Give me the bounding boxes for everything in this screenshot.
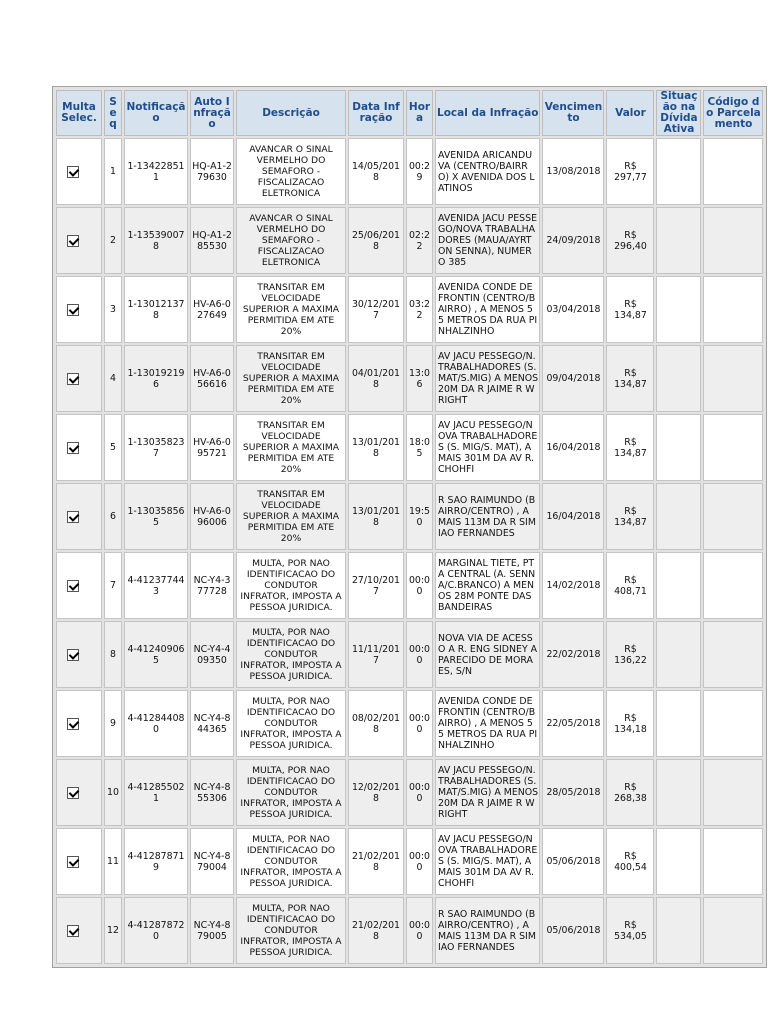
notificacao-cell: 1-130121378: [124, 276, 188, 343]
local-infracao-cell: MARGINAL TIETE, PTA CENTRAL (A. SENNA/C.BRANCO) A MENOS 28M PONTE DAS BANDEIRAS: [435, 552, 540, 619]
valor-cell: R$ 534,05: [606, 897, 654, 964]
select-checkbox[interactable]: [67, 925, 79, 937]
seq-cell: 8: [104, 621, 122, 688]
seq-cell: 7: [104, 552, 122, 619]
situacao-cell: [656, 690, 701, 757]
valor-cell: R$ 268,38: [606, 759, 654, 826]
local-infracao-cell: R SAO RAIMUNDO (BAIRRO/CENTRO) , A MAIS 113M DA R SIMIAO FERNANDES: [435, 483, 540, 550]
local-infracao-cell: NOVA VIA DE ACESSO A R. ENG SIDNEY APARECIDO DE MORAES, S/N: [435, 621, 540, 688]
situacao-cell: [656, 759, 701, 826]
select-cell: [56, 276, 102, 343]
hora-cell: 00:00: [406, 828, 433, 895]
valor-cell: R$ 134,87: [606, 276, 654, 343]
vencimento-cell: 05/06/2018: [542, 897, 604, 964]
notificacao-cell: 4-412409065: [124, 621, 188, 688]
notificacao-cell: 1-130358237: [124, 414, 188, 481]
valor-cell: R$ 134,87: [606, 483, 654, 550]
fines-table-container: [52, 86, 767, 968]
header-situacao: Situação na Dívida Ativa: [656, 90, 701, 136]
header-codigo-parcelamento: Código do Parcelamento: [703, 90, 763, 136]
notificacao-cell: 4-412844080: [124, 690, 188, 757]
select-checkbox[interactable]: [67, 442, 79, 454]
header-multa-selec: Multa Selec.: [56, 90, 102, 136]
data-infracao-cell: 25/06/2018: [348, 207, 404, 274]
local-infracao-cell: R SAO RAIMUNDO (BAIRRO/CENTRO) , A MAIS 113M DA R SIMIAO FERNANDES: [435, 897, 540, 964]
notificacao-cell: 1-130192196: [124, 345, 188, 412]
vencimento-cell: 13/08/2018: [542, 138, 604, 205]
table-row: [56, 828, 763, 895]
hora-cell: 13:06: [406, 345, 433, 412]
codigo-parcelamento-cell: [703, 138, 763, 205]
seq-cell: 4: [104, 345, 122, 412]
table-row: [56, 345, 763, 412]
notificacao-cell: 4-412377443: [124, 552, 188, 619]
hora-cell: 18:05: [406, 414, 433, 481]
header-auto-infracao: Auto Infração: [190, 90, 234, 136]
table-row: [56, 759, 763, 826]
valor-cell: R$ 134,87: [606, 414, 654, 481]
select-checkbox[interactable]: [67, 373, 79, 385]
select-cell: [56, 690, 102, 757]
vencimento-cell: 16/04/2018: [542, 483, 604, 550]
situacao-cell: [656, 621, 701, 688]
select-cell: [56, 414, 102, 481]
auto-infracao-cell: NC-Y4-879004: [190, 828, 234, 895]
header-data-infracao: Data Infração: [348, 90, 404, 136]
seq-cell: 10: [104, 759, 122, 826]
vencimento-cell: 24/09/2018: [542, 207, 604, 274]
data-infracao-cell: 21/02/2018: [348, 828, 404, 895]
seq-cell: 12: [104, 897, 122, 964]
notificacao-cell: 4-412855021: [124, 759, 188, 826]
select-cell: [56, 759, 102, 826]
fines-table: [54, 88, 765, 966]
vencimento-cell: 28/05/2018: [542, 759, 604, 826]
descricao-cell: MULTA, POR NAO IDENTIFICACAO DO CONDUTOR INFRATOR, IMPOSTA A PESSOA JURIDICA.: [236, 690, 346, 757]
situacao-cell: [656, 138, 701, 205]
select-cell: [56, 621, 102, 688]
table-row: [56, 690, 763, 757]
local-infracao-cell: AVENIDA JACU PESSEGO/NOVA TRABALHADORES (MAUA/AYRTON SENNA), NUMERO 385: [435, 207, 540, 274]
valor-cell: R$ 400,54: [606, 828, 654, 895]
valor-cell: R$ 297,77: [606, 138, 654, 205]
select-checkbox[interactable]: [67, 787, 79, 799]
header-valor: Valor: [606, 90, 654, 136]
table-row: [56, 483, 763, 550]
hora-cell: 00:00: [406, 552, 433, 619]
descricao-cell: MULTA, POR NAO IDENTIFICACAO DO CONDUTOR INFRATOR, IMPOSTA A PESSOA JURIDICA.: [236, 828, 346, 895]
notificacao-cell: 1-134228511: [124, 138, 188, 205]
situacao-cell: [656, 414, 701, 481]
select-cell: [56, 552, 102, 619]
select-checkbox[interactable]: [67, 718, 79, 730]
valor-cell: R$ 134,87: [606, 345, 654, 412]
valor-cell: R$ 134,18: [606, 690, 654, 757]
codigo-parcelamento-cell: [703, 276, 763, 343]
codigo-parcelamento-cell: [703, 759, 763, 826]
header-seq: Seq: [104, 90, 122, 136]
situacao-cell: [656, 345, 701, 412]
codigo-parcelamento-cell: [703, 828, 763, 895]
local-infracao-cell: AVENIDA CONDE DE FRONTIN (CENTRO/BAIRRO) , A MENOS 55 METROS DA RUA PINHALZINHO: [435, 276, 540, 343]
notificacao-cell: 1-135390078: [124, 207, 188, 274]
table-row: [56, 414, 763, 481]
auto-infracao-cell: NC-Y4-879005: [190, 897, 234, 964]
descricao-cell: TRANSITAR EM VELOCIDADE SUPERIOR A MAXIMA PERMITIDA EM ATE 20%: [236, 414, 346, 481]
hora-cell: 00:00: [406, 759, 433, 826]
data-infracao-cell: 13/01/2018: [348, 483, 404, 550]
descricao-cell: TRANSITAR EM VELOCIDADE SUPERIOR A MAXIMA PERMITIDA EM ATE 20%: [236, 483, 346, 550]
descricao-cell: MULTA, POR NAO IDENTIFICACAO DO CONDUTOR INFRATOR, IMPOSTA A PESSOA JURIDICA.: [236, 552, 346, 619]
valor-cell: R$ 296,40: [606, 207, 654, 274]
descricao-cell: AVANCAR O SINAL VERMELHO DO SEMAFORO - FISCALIZACAO ELETRONICA: [236, 207, 346, 274]
auto-infracao-cell: HQ-A1-279630: [190, 138, 234, 205]
header-row: [56, 90, 763, 136]
select-checkbox[interactable]: [67, 304, 79, 316]
vencimento-cell: 22/05/2018: [542, 690, 604, 757]
data-infracao-cell: 11/11/2017: [348, 621, 404, 688]
data-infracao-cell: 27/10/2017: [348, 552, 404, 619]
vencimento-cell: 22/02/2018: [542, 621, 604, 688]
auto-infracao-cell: NC-Y4-855306: [190, 759, 234, 826]
select-checkbox[interactable]: [67, 649, 79, 661]
select-cell: [56, 828, 102, 895]
header-vencimento: Vencimento: [542, 90, 604, 136]
data-infracao-cell: 21/02/2018: [348, 897, 404, 964]
auto-infracao-cell: NC-Y4-844365: [190, 690, 234, 757]
codigo-parcelamento-cell: [703, 690, 763, 757]
codigo-parcelamento-cell: [703, 414, 763, 481]
codigo-parcelamento-cell: [703, 345, 763, 412]
situacao-cell: [656, 483, 701, 550]
hora-cell: 00:00: [406, 621, 433, 688]
data-infracao-cell: 13/01/2018: [348, 414, 404, 481]
hora-cell: 00:00: [406, 690, 433, 757]
select-cell: [56, 138, 102, 205]
notificacao-cell: 4-412878719: [124, 828, 188, 895]
descricao-cell: MULTA, POR NAO IDENTIFICACAO DO CONDUTOR INFRATOR, IMPOSTA A PESSOA JURIDICA.: [236, 897, 346, 964]
header-local-infracao: Local da Infração: [435, 90, 540, 136]
vencimento-cell: 09/04/2018: [542, 345, 604, 412]
select-cell: [56, 483, 102, 550]
table-row: [56, 552, 763, 619]
codigo-parcelamento-cell: [703, 621, 763, 688]
local-infracao-cell: AV JACU PESSEGO/NOVA TRABALHADORES (S. MIG/S. MAT), A MAIS 301M DA AV R. CHOHFI: [435, 414, 540, 481]
descricao-cell: AVANCAR O SINAL VERMELHO DO SEMAFORO - FISCALIZACAO ELETRONICA: [236, 138, 346, 205]
notificacao-cell: 1-130358565: [124, 483, 188, 550]
select-checkbox[interactable]: [67, 235, 79, 247]
select-cell: [56, 897, 102, 964]
data-infracao-cell: 04/01/2018: [348, 345, 404, 412]
auto-infracao-cell: HV-A6-095721: [190, 414, 234, 481]
seq-cell: 2: [104, 207, 122, 274]
data-infracao-cell: 14/05/2018: [348, 138, 404, 205]
hora-cell: 19:50: [406, 483, 433, 550]
situacao-cell: [656, 552, 701, 619]
header-descricao: Descrição: [236, 90, 346, 136]
seq-cell: 5: [104, 414, 122, 481]
descricao-cell: MULTA, POR NAO IDENTIFICACAO DO CONDUTOR INFRATOR, IMPOSTA A PESSOA JURIDICA.: [236, 759, 346, 826]
header-hora: Hora: [406, 90, 433, 136]
select-cell: [56, 345, 102, 412]
valor-cell: R$ 408,71: [606, 552, 654, 619]
vencimento-cell: 16/04/2018: [542, 414, 604, 481]
seq-cell: 9: [104, 690, 122, 757]
seq-cell: 3: [104, 276, 122, 343]
situacao-cell: [656, 276, 701, 343]
data-infracao-cell: 12/02/2018: [348, 759, 404, 826]
table-row: [56, 207, 763, 274]
select-checkbox[interactable]: [67, 166, 79, 178]
table-row: [56, 897, 763, 964]
select-checkbox[interactable]: [67, 511, 79, 523]
hora-cell: 02:22: [406, 207, 433, 274]
auto-infracao-cell: HV-A6-096006: [190, 483, 234, 550]
codigo-parcelamento-cell: [703, 552, 763, 619]
valor-cell: R$ 136,22: [606, 621, 654, 688]
table-row: [56, 138, 763, 205]
vencimento-cell: 05/06/2018: [542, 828, 604, 895]
descricao-cell: TRANSITAR EM VELOCIDADE SUPERIOR A MAXIMA PERMITIDA EM ATE 20%: [236, 345, 346, 412]
situacao-cell: [656, 207, 701, 274]
seq-cell: 6: [104, 483, 122, 550]
codigo-parcelamento-cell: [703, 207, 763, 274]
local-infracao-cell: AV JACU PESSEGO/N. TRABALHADORES (S. MAT/S.MIG) A MENOS 20M DA R JAIME R WRIGHT: [435, 759, 540, 826]
seq-cell: 11: [104, 828, 122, 895]
header-notificacao: Notificação: [124, 90, 188, 136]
table-row: [56, 276, 763, 343]
notificacao-cell: 4-412878720: [124, 897, 188, 964]
local-infracao-cell: AVENIDA ARICANDUVA (CENTRO/BAIRRO) X AVENIDA DOS LATINOS: [435, 138, 540, 205]
codigo-parcelamento-cell: [703, 897, 763, 964]
vencimento-cell: 03/04/2018: [542, 276, 604, 343]
fines-table-body: [56, 138, 763, 964]
select-checkbox[interactable]: [67, 856, 79, 868]
hora-cell: 00:29: [406, 138, 433, 205]
select-checkbox[interactable]: [67, 580, 79, 592]
local-infracao-cell: AV JACU PESSEGO/NOVA TRABALHADORES (S. MIG/S. MAT), A MAIS 301M DA AV R. CHOHFI: [435, 828, 540, 895]
situacao-cell: [656, 828, 701, 895]
auto-infracao-cell: HV-A6-027649: [190, 276, 234, 343]
local-infracao-cell: AVENIDA CONDE DE FRONTIN (CENTRO/BAIRRO) , A MENOS 55 METROS DA RUA PINHALZINHO: [435, 690, 540, 757]
vencimento-cell: 14/02/2018: [542, 552, 604, 619]
local-infracao-cell: AV JACU PESSEGO/N. TRABALHADORES (S. MAT/S.MIG) A MENOS 20M DA R JAIME R WRIGHT: [435, 345, 540, 412]
table-row: [56, 621, 763, 688]
descricao-cell: TRANSITAR EM VELOCIDADE SUPERIOR A MAXIMA PERMITIDA EM ATE 20%: [236, 276, 346, 343]
select-cell: [56, 207, 102, 274]
data-infracao-cell: 30/12/2017: [348, 276, 404, 343]
hora-cell: 03:22: [406, 276, 433, 343]
auto-infracao-cell: NC-Y4-409350: [190, 621, 234, 688]
data-infracao-cell: 08/02/2018: [348, 690, 404, 757]
auto-infracao-cell: NC-Y4-377728: [190, 552, 234, 619]
situacao-cell: [656, 897, 701, 964]
hora-cell: 00:00: [406, 897, 433, 964]
auto-infracao-cell: HV-A6-056616: [190, 345, 234, 412]
descricao-cell: MULTA, POR NAO IDENTIFICACAO DO CONDUTOR INFRATOR, IMPOSTA A PESSOA JURIDICA.: [236, 621, 346, 688]
seq-cell: 1: [104, 138, 122, 205]
auto-infracao-cell: HQ-A1-285530: [190, 207, 234, 274]
codigo-parcelamento-cell: [703, 483, 763, 550]
